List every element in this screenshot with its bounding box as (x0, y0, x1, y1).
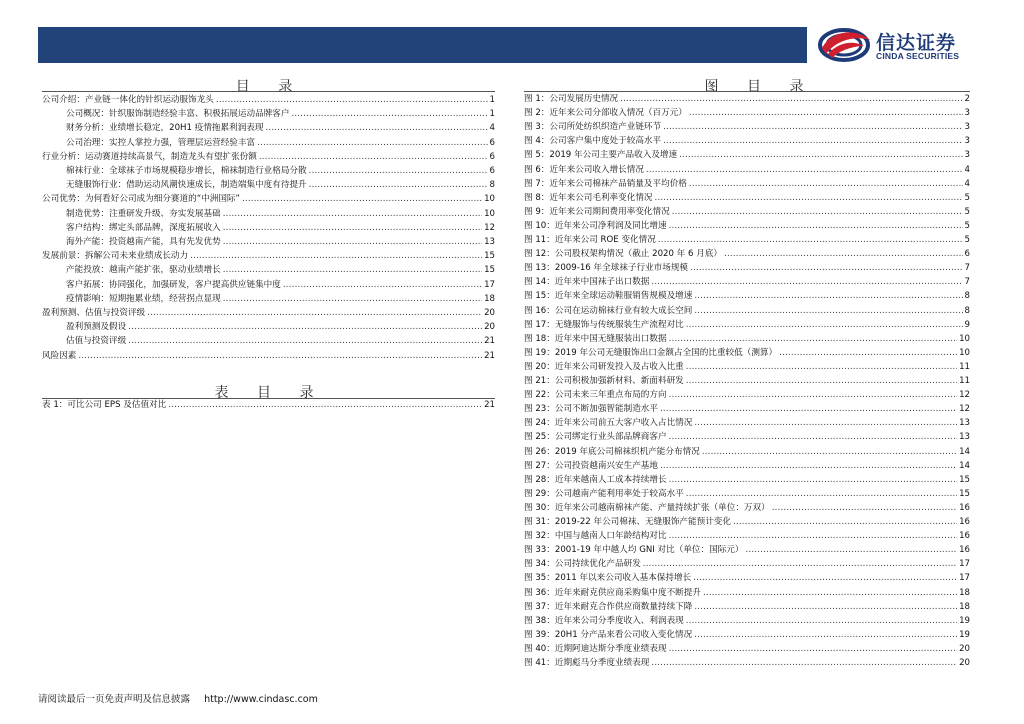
figure-entry[interactable] (524, 193, 970, 203)
dot-leader (686, 489, 957, 499)
figure-entry[interactable] (524, 221, 970, 231)
dot-leader (309, 166, 488, 176)
toc-entry-label: 财务分析：业绩增长稳定，20H1 疫情拖累利润表现 (66, 123, 264, 134)
figure-entry[interactable] (524, 249, 970, 259)
figure-entry[interactable] (524, 461, 970, 471)
toc-title-rule (42, 91, 495, 92)
figure-entry-label: 图 15：近年来全球运动鞋服销售规模及增速 (524, 291, 693, 302)
toc-entry[interactable] (42, 351, 495, 361)
figure-entry[interactable] (524, 418, 970, 428)
toc-entry[interactable] (66, 209, 495, 219)
dot-leader (689, 179, 963, 189)
figure-entry[interactable] (524, 235, 970, 245)
figure-entry-label: 图 16：公司在运动棉袜行业有较大成长空间 (524, 305, 693, 316)
figure-entry-label: 图 25：公司绑定行业头部品牌商客户 (524, 432, 667, 443)
dot-leader (128, 336, 482, 346)
figure-entry-label: 图 10：近年来公司净利润及同比增速 (524, 220, 667, 231)
dot-leader (672, 207, 963, 217)
figure-entry-label: 图 4：公司客户集中度处于较高水平 (524, 136, 662, 147)
figure-entry[interactable] (524, 108, 970, 118)
toc-entry-page-number: 20 (484, 322, 495, 333)
toc-entry-label: 产能投放：越南产能扩张，驱动业绩增长 (66, 265, 221, 276)
dot-leader (733, 517, 957, 527)
figure-entry-page-number: 18 (959, 587, 970, 598)
figure-entry[interactable] (524, 432, 970, 442)
figure-entry-page-number: 11 (959, 361, 970, 372)
figure-entry-page-number: 15 (959, 488, 970, 499)
dot-leader (651, 658, 957, 668)
figure-entry-label: 图 32：中国与越南人口年龄结构对比 (524, 531, 667, 542)
dot-leader (223, 265, 482, 275)
figure-entry[interactable] (524, 489, 970, 499)
dot-leader (620, 94, 962, 104)
figure-entry-page-number: 20 (959, 658, 970, 668)
figure-entry-page-number: 15 (959, 474, 970, 485)
toc-entry[interactable] (42, 95, 495, 105)
dot-leader (779, 348, 957, 358)
dot-leader (686, 320, 963, 330)
figure-entry[interactable] (524, 136, 970, 146)
toc-entry-page-number: 1 (489, 95, 495, 105)
toc-entry-label: 客户拓展：协同强化，加强研发，客户提高供应链集中度 (66, 279, 281, 290)
toc-entry-page-number: 21 (484, 350, 495, 361)
figure-entry-page-number: 19 (959, 615, 970, 626)
figure-entry-label: 图 37：近年来耐克合作供应商数量持续下降 (524, 601, 693, 612)
figure-entry[interactable] (524, 362, 970, 372)
figure-entry-label: 图 35：2011 年以来公司收入基本保持增长 (524, 573, 692, 584)
figure-entry[interactable] (524, 545, 970, 555)
toc-entry-page-number: 12 (484, 222, 495, 233)
figure-entry-page-number: 16 (959, 502, 970, 513)
dot-leader (679, 150, 962, 160)
figure-entry-label: 图 13：2009-16 年全球袜子行业市场规模 (524, 263, 689, 274)
toc-entry[interactable] (66, 237, 495, 247)
figure-entry[interactable] (524, 263, 970, 273)
dot-leader (694, 602, 957, 612)
figure-entry-label: 图 2：近年来公司分部收入情况（百万元） (524, 108, 687, 119)
figure-entry-label: 图 33：2001-19 年中越人均 GNI 对比（单位：国际元） (524, 545, 744, 556)
dot-leader (694, 630, 957, 640)
figure-entry-page-number: 10 (959, 347, 970, 358)
figure-entry[interactable] (524, 588, 970, 598)
dot-leader (216, 95, 488, 105)
figure-entry-label: 图 23：公司不断加强智能制造水平 (524, 404, 658, 415)
toc-entry[interactable] (42, 194, 495, 204)
toc-entry-label: 疫情影响：短期拖累业绩，经营拐点显现 (66, 293, 221, 304)
dot-leader (669, 221, 963, 231)
table-entry-label: 表 1：可比公司 EPS 及估值对比 (42, 400, 167, 410)
dot-leader (686, 362, 957, 372)
figure-entry-page-number: 14 (959, 446, 970, 457)
dot-leader (693, 573, 957, 583)
dot-leader (694, 291, 962, 301)
footer-url-link[interactable]: http://www.cindasc.com (204, 694, 318, 705)
figure-entry[interactable] (524, 447, 970, 457)
dot-leader (309, 180, 488, 190)
toc-entry-label: 公司优势：为何看好公司成为细分赛道的“中洲国际” (42, 194, 240, 205)
toc-entry-page-number: 10 (484, 194, 495, 205)
figure-entry-label: 图 3：公司所处纺织织造产业链环节 (524, 122, 662, 133)
figure-entry-label: 图 11：近年来公司 ROE 变化情况 (524, 235, 656, 245)
dot-leader (265, 123, 487, 133)
company-logo (818, 24, 988, 64)
toc-title: 目 录 (235, 79, 305, 95)
figure-entry-label: 图 40：近期阿迪达斯分季度业绩表现 (524, 643, 667, 654)
figure-entry-label: 图 30：近年来公司越南棉袜产能、产量持续扩张（单位：万双） (524, 502, 770, 513)
figure-entry[interactable] (524, 658, 970, 668)
toc-entry-label: 盈利预测及假设 (66, 322, 127, 333)
figure-entry-page-number: 11 (959, 376, 970, 386)
figure-entry[interactable] (524, 390, 970, 400)
toc-entry[interactable] (42, 251, 495, 261)
figure-entry[interactable] (524, 475, 970, 485)
dot-leader (669, 390, 957, 400)
header-bar (38, 27, 807, 63)
figure-entry-label: 图 14：近年来中国袜子出口数据 (524, 277, 650, 288)
dot-leader (663, 136, 962, 146)
figure-entry-page-number: 9 (964, 319, 970, 330)
figure-entry-page-number: 13 (959, 432, 970, 443)
toc-entry-page-number: 4 (489, 123, 495, 134)
toc-entry-page-number: 17 (484, 279, 495, 290)
dot-leader (223, 294, 482, 304)
toc-entry-page-number: 15 (484, 265, 495, 276)
figure-entry[interactable] (524, 503, 970, 513)
toc-entry-label: 估值与投资评级 (66, 336, 127, 347)
figure-entry[interactable] (524, 277, 970, 287)
figure-entry-label: 图 28：近年来越南人工成本持续增长 (524, 474, 667, 485)
dot-leader (690, 263, 963, 273)
figure-entry[interactable] (524, 602, 970, 612)
dot-leader (669, 531, 957, 541)
figure-entry-label: 图 29：公司越南产能利用率处于较高水平 (524, 488, 684, 499)
figure-entry-page-number: 3 (964, 108, 970, 119)
dot-leader (646, 165, 963, 175)
figure-entry-page-number: 4 (964, 164, 970, 175)
toc-entry[interactable] (42, 308, 495, 318)
figure-entry-label: 图 31：2019-22 年公司棉袜、无缝服饰产能预计变化 (524, 517, 731, 527)
figure-entry-label: 图 19：2019 年公司无缝服饰出口金额占全国的比重较低（测算） (524, 347, 778, 358)
dot-leader (689, 108, 963, 118)
figure-entry-page-number: 6 (964, 249, 970, 260)
figure-entry-label: 图 17：无缝服饰与传统服装生产流程对比 (524, 319, 684, 330)
toc-entry[interactable] (66, 322, 495, 332)
figure-entry[interactable] (524, 644, 970, 654)
toc-entry[interactable] (66, 166, 495, 176)
dot-leader (242, 194, 482, 204)
figure-entry[interactable] (524, 531, 970, 541)
figure-entry-page-number: 4 (964, 178, 970, 189)
toc-entry-label: 公司介绍：产业链一体化的针织运动服饰龙头 (42, 95, 214, 105)
table-entry[interactable] (42, 400, 495, 410)
figures-title: 图 目 录 (704, 79, 816, 95)
tables-title: 表 目 录 (214, 385, 326, 401)
dot-leader (702, 447, 957, 457)
figure-entry-label: 图 18：近年来中国无缝服装出口数据 (524, 333, 667, 344)
dot-leader (746, 545, 958, 555)
figure-entry[interactable] (524, 306, 970, 316)
toc-entry-page-number: 15 (484, 251, 495, 262)
figure-entry-page-number: 14 (959, 460, 970, 471)
figure-entry-label: 图 26：2019 年底公司棉袜织机产能分布情况 (524, 446, 700, 457)
figure-entry[interactable] (524, 179, 970, 189)
figure-entry-page-number: 18 (959, 601, 970, 612)
dot-leader (223, 223, 482, 233)
toc-entry-label: 无缝服饰行业：借助运动风潮快速成长，制造端集中度有待提升 (66, 180, 307, 191)
toc-entry[interactable] (66, 123, 495, 133)
toc-entry-label: 海外产能：投资越南产能，具有先发优势 (66, 237, 221, 247)
dot-leader (128, 322, 482, 332)
toc-entry-page-number: 10 (484, 208, 495, 219)
figure-entry[interactable] (524, 376, 970, 386)
toc-entry-page-number: 6 (489, 137, 495, 148)
figure-entry-label: 图 7：近年来公司棉袜产品销量及平均价格 (524, 178, 687, 189)
figure-entry-label: 图 24：近年来公司前五大客户收入占比情况 (524, 418, 693, 429)
dot-leader (147, 308, 482, 318)
dot-leader (291, 109, 487, 119)
figure-entry[interactable] (524, 122, 970, 132)
figure-entry-page-number: 13 (959, 418, 970, 429)
figure-entry[interactable] (524, 517, 970, 527)
figure-entry-page-number: 12 (959, 390, 970, 401)
figure-entry-label: 图 20：近年来公司研发投入及占收入比重 (524, 361, 684, 372)
figure-entry-page-number: 3 (964, 150, 970, 161)
figure-entry-page-number: 16 (959, 517, 970, 527)
figure-entry[interactable] (524, 291, 970, 301)
figure-entry-page-number: 3 (964, 122, 970, 133)
logo-chinese-name: 信达证券 (876, 32, 957, 54)
toc-entry[interactable] (66, 109, 495, 119)
figure-entry-label: 图 27：公司投资越南兴安生产基地 (524, 460, 658, 471)
figure-entry[interactable] (524, 404, 970, 414)
toc-entry[interactable] (42, 152, 495, 162)
dot-leader (259, 152, 488, 162)
toc-entry-label: 客户结构：绑定头部品牌，深度拓展收入 (66, 222, 221, 233)
toc-entry-page-number: 20 (484, 308, 495, 318)
figure-entry-label: 图 39：20H1 分产品来看公司收入变化情况 (524, 629, 693, 640)
dot-leader (694, 418, 957, 428)
toc-entry[interactable] (66, 138, 495, 148)
toc-entry[interactable] (66, 223, 495, 233)
figure-entry[interactable] (524, 334, 970, 344)
toc-entry-label: 行业分析：运动赛道持续高景气，制造龙头有望扩张份额 (42, 151, 257, 162)
toc-entry-label: 制造优势：注重研发升级、夯实发展基础 (66, 208, 221, 219)
toc-entry-label: 盈利预测、估值与投资评级 (42, 308, 146, 318)
figure-entry-label: 图 6：近年来公司收入增长情况 (524, 164, 644, 175)
figure-entry[interactable] (524, 573, 970, 583)
dot-leader (669, 334, 957, 344)
footer-disclaimer: 请阅读最后一页免责声明及信息披露 (38, 694, 191, 705)
figure-entry-label: 图 8：近年来公司毛利率变化情况 (524, 192, 653, 203)
dot-leader (168, 400, 482, 410)
toc-entry-label: 公司治理：实控人掌控力强，管理层运营经验丰富 (66, 137, 256, 148)
figure-entry-label: 图 38：近年来公司分季度收入、利润表现 (524, 615, 684, 626)
toc-entry-page-number: 6 (489, 166, 495, 176)
figure-entry-page-number: 5 (964, 235, 970, 245)
figure-entry-page-number: 17 (959, 573, 970, 584)
dot-leader (669, 475, 957, 485)
figure-entry[interactable] (524, 165, 970, 175)
dot-leader (257, 138, 487, 148)
toc-entry[interactable] (66, 294, 495, 304)
figure-entry[interactable] (524, 630, 970, 640)
dot-leader (283, 280, 482, 290)
dot-leader (658, 235, 963, 245)
dot-leader (663, 122, 962, 132)
figure-entry-page-number: 19 (959, 629, 970, 640)
dot-leader (724, 249, 963, 259)
figure-entry-label: 图 1：公司发展历史情况 (524, 94, 619, 104)
toc-entry-page-number: 13 (484, 237, 495, 247)
figure-entry-page-number: 3 (964, 136, 970, 147)
figure-entry-page-number: 5 (964, 206, 970, 217)
dot-leader (190, 251, 482, 261)
toc-entry-label: 风险因素 (42, 350, 77, 361)
figure-entry-label: 图 5：2019 年公司主要产品收入及增速 (524, 150, 678, 161)
logo-swirl-icon (818, 24, 874, 64)
toc-entry-page-number: 18 (484, 293, 495, 304)
figure-entry[interactable] (524, 559, 970, 569)
footer (38, 691, 318, 705)
table-entry-page-number: 21 (484, 400, 495, 410)
dot-leader (223, 209, 482, 219)
figure-entry-page-number: 7 (964, 263, 970, 274)
figure-entry-page-number: 5 (964, 192, 970, 203)
toc-entry-page-number: 8 (489, 180, 495, 191)
dot-leader (223, 237, 482, 247)
dot-leader (694, 306, 962, 316)
dot-leader (772, 503, 957, 513)
figure-entry-page-number: 8 (964, 305, 970, 316)
dot-leader (655, 193, 963, 203)
figure-entry[interactable] (524, 207, 970, 217)
figure-entry-page-number: 16 (959, 545, 970, 556)
toc-entry[interactable] (66, 180, 495, 190)
toc-entry-page-number: 21 (484, 336, 495, 347)
figure-entry[interactable] (524, 150, 970, 160)
toc-entry-page-number: 1 (489, 109, 495, 120)
toc-entry-label: 棉袜行业：全球袜子市场规模稳步增长，棉袜制造行业格局分散 (66, 166, 307, 176)
figure-entry[interactable] (524, 94, 970, 104)
dot-leader (703, 588, 957, 598)
toc-entry-label: 发展前景：拆解公司未来业绩成长动力 (42, 251, 189, 262)
figure-entry-page-number: 17 (959, 559, 970, 570)
figure-entry-page-number: 16 (959, 531, 970, 542)
dot-leader (669, 432, 957, 442)
figure-entry[interactable] (524, 320, 970, 330)
figure-entry[interactable] (524, 616, 970, 626)
figure-entry-page-number: 12 (959, 404, 970, 415)
toc-entry-label: 公司概况：针织服饰制造经验丰富、积极拓展运动品牌客户 (66, 109, 290, 120)
figure-entry-label: 图 36：近年来耐克供应商采购集中度不断提升 (524, 587, 701, 598)
dot-leader (660, 404, 957, 414)
figure-entry-page-number: 5 (964, 220, 970, 231)
figures-title-rule (524, 91, 970, 92)
figure-entry[interactable] (524, 348, 970, 358)
figure-entry-label: 图 34：公司持续优化产品研发 (524, 559, 641, 570)
dot-leader (686, 616, 957, 626)
dot-leader (686, 376, 957, 386)
figure-entry-label: 图 22：公司未来三年重点布局的方向 (524, 390, 667, 401)
figure-entry-label: 图 12：公司股权架构情况（截止 2020 年 6 月底） (524, 249, 723, 260)
toc-entry[interactable] (66, 280, 495, 290)
figure-entry-page-number: 10 (959, 333, 970, 344)
dot-leader (669, 644, 957, 654)
logo-english-name: CINDA SECURITIES (876, 51, 960, 61)
figure-entry-label: 图 41：近期彪马分季度业绩表现 (524, 658, 650, 668)
dot-leader (643, 559, 957, 569)
figure-entry-page-number: 8 (964, 291, 970, 302)
toc-entry[interactable] (66, 265, 495, 275)
figure-entry-label: 图 9：近年来公司期间费用率变化情况 (524, 206, 670, 217)
figure-entry-page-number: 2 (964, 94, 970, 104)
figure-entry-label: 图 21：公司积极加强新材料、新面料研发 (524, 376, 684, 386)
toc-entry-page-number: 6 (489, 151, 495, 162)
figure-entry-page-number: 7 (964, 277, 970, 288)
figure-entry-page-number: 20 (959, 643, 970, 654)
dot-leader (660, 461, 957, 471)
dot-leader (78, 351, 482, 361)
tables-title-rule (42, 398, 495, 399)
toc-entry[interactable] (66, 336, 495, 346)
dot-leader (651, 277, 962, 287)
